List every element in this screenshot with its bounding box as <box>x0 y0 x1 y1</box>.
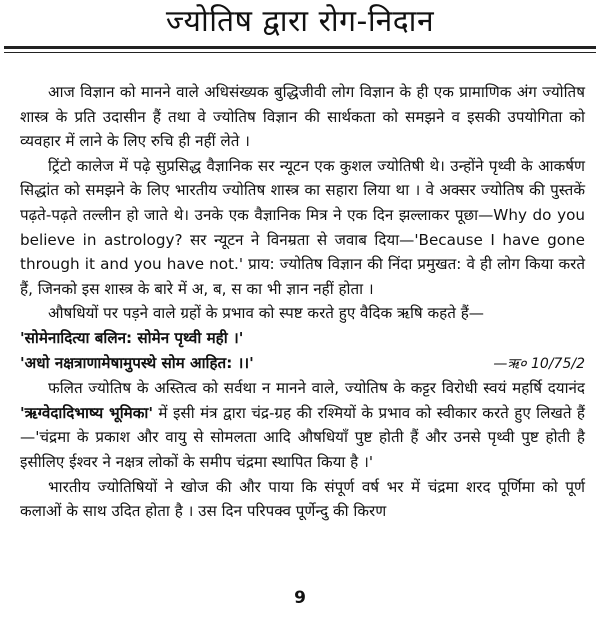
book-title: 'ऋग्वेदादिभाष्य भूमिका' <box>20 403 153 422</box>
body-text <box>20 80 585 524</box>
page-number: 9 <box>294 588 306 608</box>
paragraph-2: ट्रिंटो कालेज में पढ़े सुप्रसिद्ध वैज्ञानिक सर न्यूटन एक कुशल ज्योतिषी थे। उन्होंने पृथ्वी के आकर्षण सिद्धांत को समझने के लिए भारतीय ज्योतिष शास्त्र का सहारा लिया था । वे अक्सर ज्योतिष की पुस्तकें पढ़ते-पढ़ते तल्लीन हो जाते थे। उनके एक वैज्ञानिक मित्र ने एक दिन झल्लाकर पूछा—Why do you believe in astrology? सर न्यूटन ने विनम्रता से जवाब दिया—'Because I have gone through it and you have not.' प्राय: ज्योतिष विज्ञान की निंदा प्रमुखत: वे ही लोग किया करते हैं, जिनको इस शास्त्र के बारे में अ, ब, स का भी ज्ञान नहीं होता । <box>20 156 585 298</box>
verse-line-1: 'सोमेनादित्या बलिन: सोमेन पृथ्वी मही ।' <box>20 328 244 347</box>
paragraph-4-end: में इसी मंत्र द्वारा चंद्र-ग्रह की रश्मियों के प्रभाव को स्वीकार करते हुए लिखते हैं—'चंद्रमा के प्रकाश और वायु से सोमलता आदि औषधियाँ पुष्ट होती हैं और उनसे पृथ्वी पुष्ट होती है इसीलिए ईश्वर ने नक्षत्र लोकों के समीप चंद्रमा स्थापित किया है ।' <box>20 403 585 471</box>
paragraph-5: भारतीय ज्योतिषियों ने खोज की और पाया कि संपूर्ण वर्ष भर में चंद्रमा शरद पूर्णिमा को पूर्ण कलाओं के साथ उदित होता है । उस दिन परिपक्व पूर्णेन्दु की किरण <box>20 477 585 521</box>
title-rule-thin <box>4 52 596 53</box>
title-rule-thick <box>4 46 596 49</box>
verse-line-2: 'अधो नक्षत्राणामेषामुपस्थे सोम आहित: ।।' <box>20 353 254 372</box>
paragraph-4-start: फलित ज्योतिष के अस्तित्व को सर्वथा न मानने वाले, ज्योतिष के कट्टर विरोधी स्वयं महर्षि दयानंद <box>48 379 585 398</box>
verse-citation: —ऋ० 10/75/2 <box>493 355 585 372</box>
paragraph-1: आज विज्ञान को मानने वाले अधिसंख्यक बुद्धिजीवी लोग विज्ञान के ही एक प्रामाणिक अंग ज्योतिष शास्त्र के प्रति उदासीन हैं तथा वे ज्योतिष विज्ञान की सार्थकता को समझने व इसकी उपयोगिता को व्यवहार में लाने के लिए रुचि ही नहीं लेते । <box>20 83 585 151</box>
paragraph-4 <box>20 376 585 474</box>
verse-row-2 <box>20 351 585 377</box>
paragraph-3: औषधियों पर पड़ने वाले ग्रहों के प्रभाव को स्पष्ट करते हुए वैदिक ऋषि कहते हैं— <box>48 304 484 323</box>
page-title: ज्योतिष द्वारा रोग-निदान <box>165 4 435 39</box>
